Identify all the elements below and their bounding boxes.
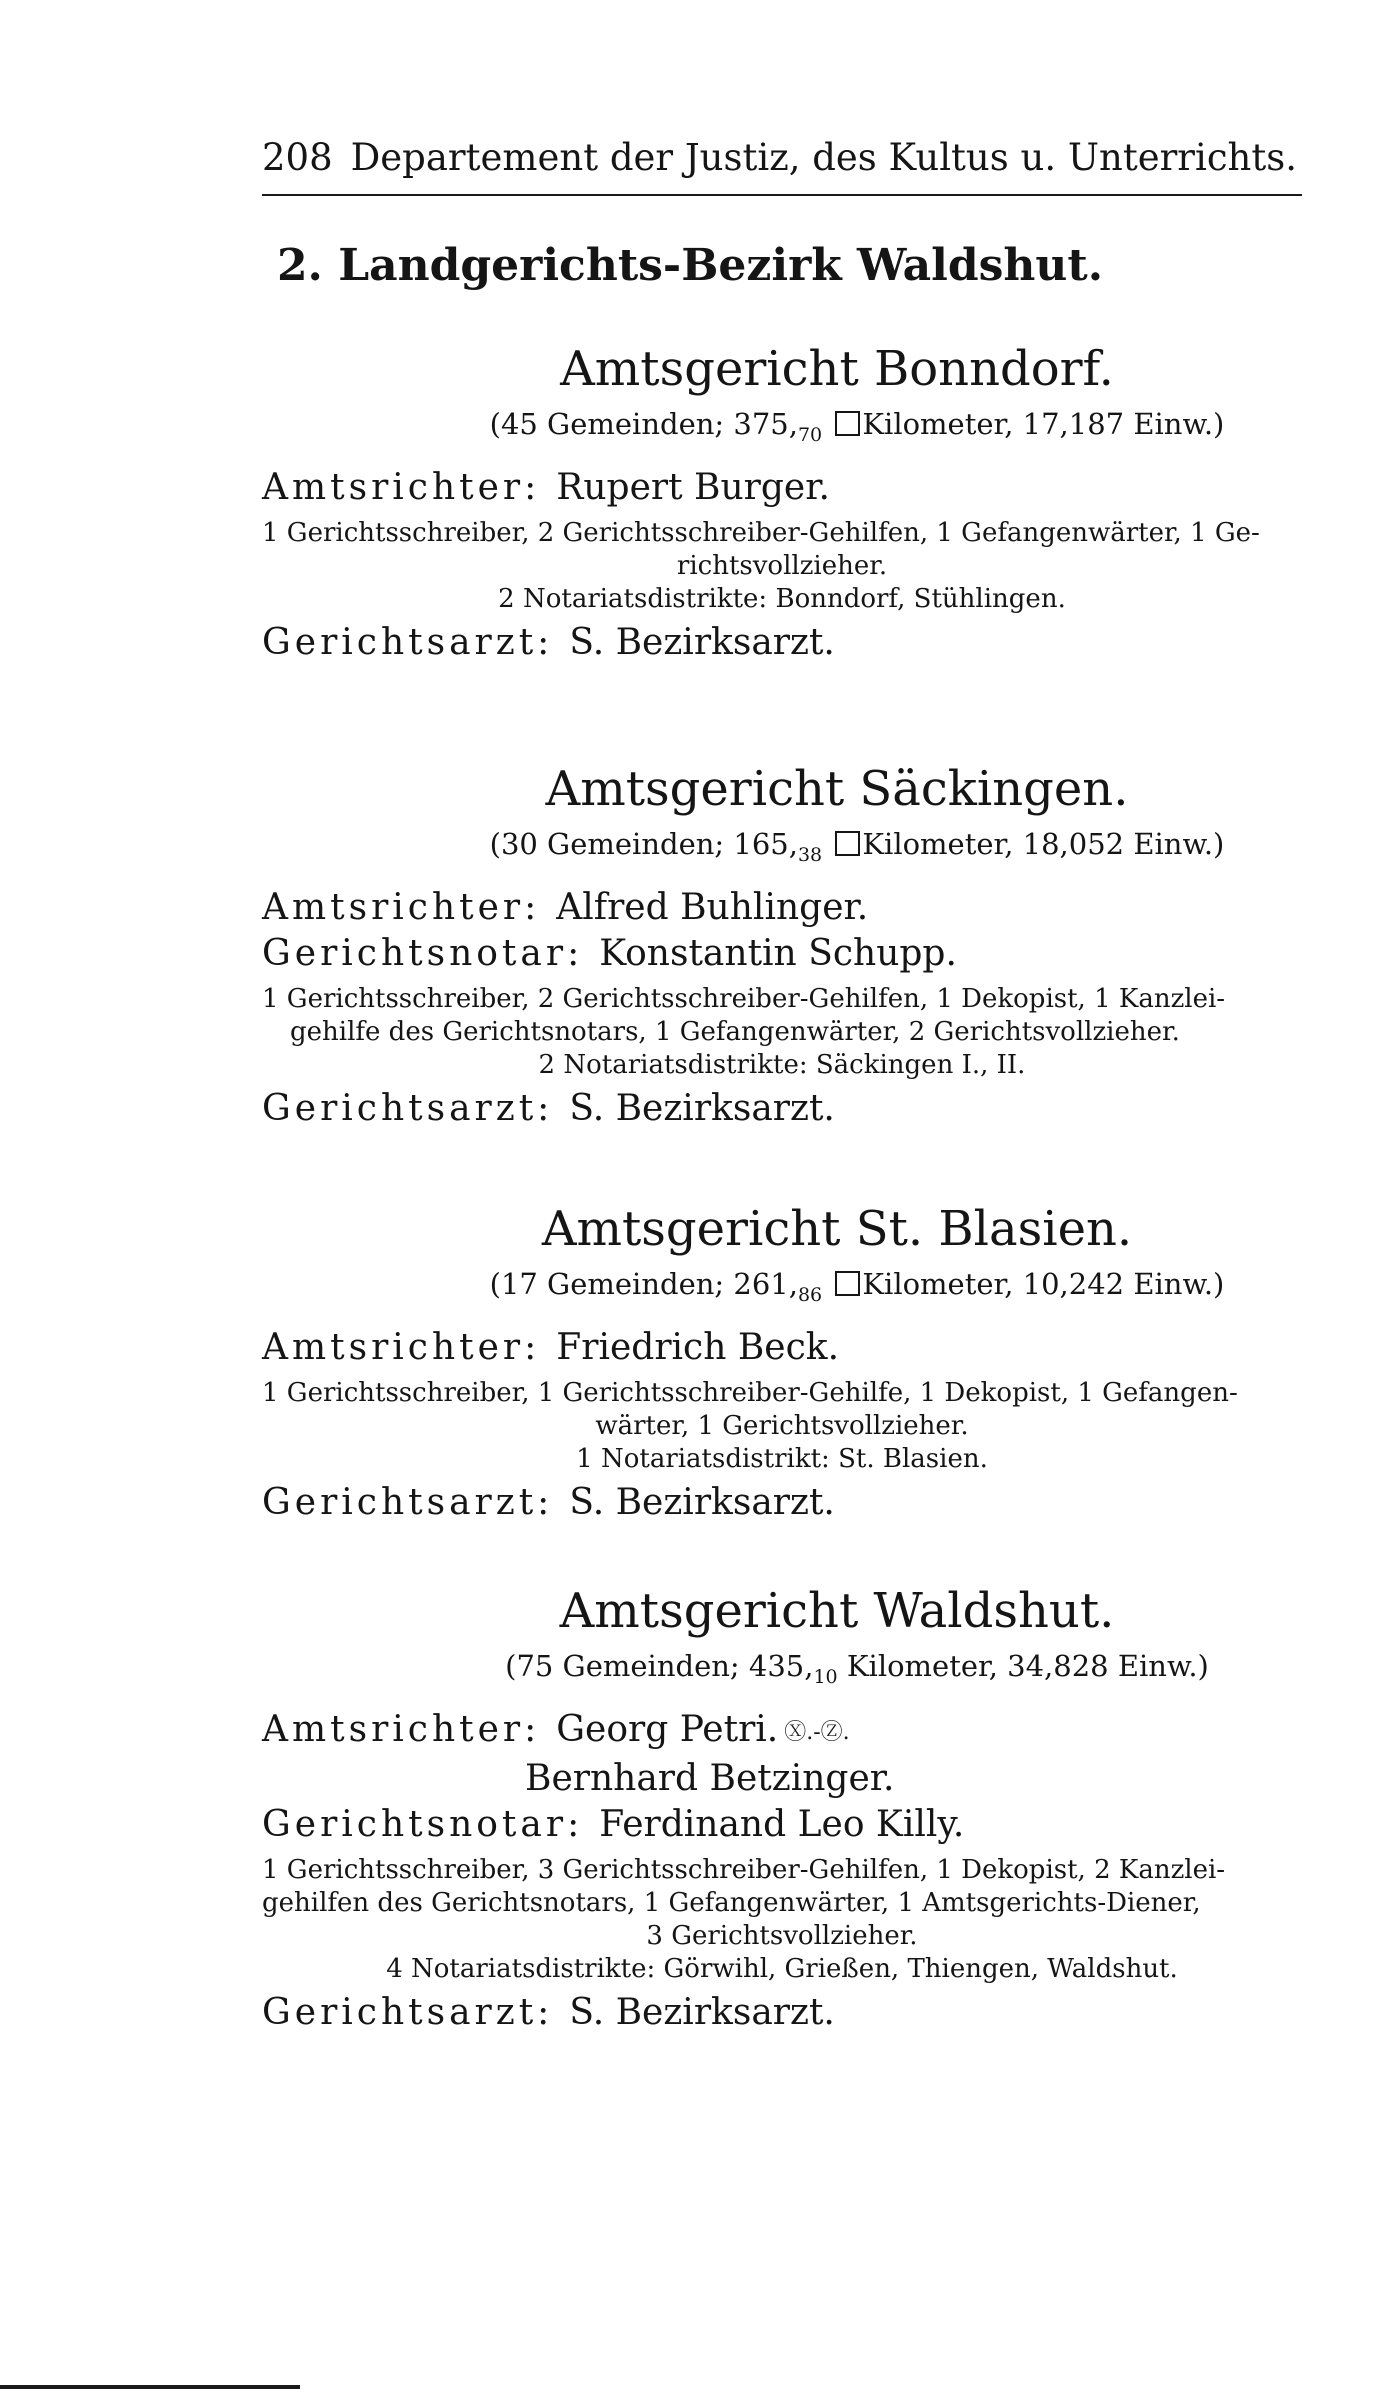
court-statistics: (75 Gemeinden; $435,_{10}$ Kilometer, 34,828 Einw.) xyxy=(505,1649,1209,1688)
second-judge-line: Bernhard Betzinger. xyxy=(525,1758,895,1799)
court-title: Amtsgericht Waldshut. xyxy=(559,1583,1115,1639)
page-edge-rule xyxy=(0,2385,300,2389)
staff-list: 1 Gerichtsschreiber, 3 Gerichtsschreiber-Gehilfen, 1 Dekopist, 2 Kanzlei- gehilfen des Gerichtsnotars, 1 Gefangenwärter, 1 Amtsgerichts-Diener, 3 Gerichtsvollzieher. xyxy=(262,1855,1226,1951)
notary-districts: 2 Notariatsdistrikte: Säckingen I., II. xyxy=(538,1050,1026,1080)
page-number: 208 xyxy=(262,136,333,179)
court-doctor-line: Gerichtsarzt: S. Bezirksarzt. xyxy=(262,622,835,663)
judge-line: Amtsrichter: Alfred Buhlinger. xyxy=(262,887,869,928)
staff-list: 1 Gerichtsschreiber, 1 Gerichtsschreiber-Gehilfe, 1 Dekopist, 1 Gefangen- wärter, 1 Gerichtsvollzieher. xyxy=(262,1378,1238,1441)
staff-list: 1 Gerichtsschreiber, 2 Gerichtsschreiber-Gehilfen, 1 Gefangenwärter, 1 Ge- richtsvollzieher. xyxy=(262,518,1260,581)
district-title: 2. Landgerichts-Bezirk Waldshut. xyxy=(276,240,1104,291)
court-statistics: (17 Gemeinden; $261,_{86}$ Kilometer, 10,242 Einw.) xyxy=(489,1267,1225,1306)
running-head xyxy=(262,128,1302,188)
staff-list: 1 Gerichtsschreiber, 2 Gerichtsschreiber-Gehilfen, 1 Dekopist, 1 Kanzlei- gehilfe des Gerichtsnotars, 1 Gefangenwärter, 2 Gerichtsvollzieher. xyxy=(262,984,1226,1047)
square-symbol xyxy=(835,411,860,436)
court-notary-line: Gerichtsnotar: Ferdinand Leo Killy. xyxy=(262,1804,965,1845)
order-decoration-marks: Ⓧ.-Ⓩ. xyxy=(784,1720,850,1745)
notary-districts: 4 Notariatsdistrikte: Görwihl, Grießen, Thiengen, Waldshut. xyxy=(386,1954,1178,1984)
court-title: Amtsgericht Säckingen. xyxy=(545,761,1129,817)
official-name: Rupert Burger. xyxy=(556,467,830,508)
court-doctor-line: Gerichtsarzt: S. Bezirksarzt. xyxy=(262,1992,835,2033)
judge-line xyxy=(262,465,1302,511)
court-section-st-blasien xyxy=(262,1198,1302,1526)
court-section-waldshut xyxy=(262,1580,1302,2036)
court-section-bonndorf xyxy=(262,338,1302,666)
court-title: Amtsgericht St. Blasien. xyxy=(541,1201,1133,1257)
running-title: Departement der Justiz, des Kultus u. Unterrichts. xyxy=(350,136,1297,179)
notary-districts: 2 Notariatsdistrikte: Bonndorf, Stühlingen. xyxy=(498,584,1066,614)
court-statistics: (30 Gemeinden; $165,_{38}$ Kilometer, 18,052 Einw.) xyxy=(489,827,1225,866)
court-notary-line: Gerichtsnotar: Konstantin Schupp. xyxy=(262,933,957,974)
court-title: Amtsgericht Bonndorf. xyxy=(560,341,1114,397)
court-statistics: (45 Gemeinden; $375,_{70}$ Kilometer, 17,187 Einw.) xyxy=(489,407,1225,446)
court-doctor-line: Gerichtsarzt: S. Bezirksarzt. xyxy=(262,1088,835,1129)
square-symbol xyxy=(835,1271,860,1296)
judge-line: Amtsrichter: Friedrich Beck. xyxy=(262,1327,840,1368)
court-doctor-line: Gerichtsarzt: S. Bezirksarzt. xyxy=(262,1482,835,1523)
notary-districts: 1 Notariatsdistrikt: St. Blasien. xyxy=(576,1444,988,1474)
judge-line: Amtsrichter: Georg Petri. Ⓧ.-Ⓩ. xyxy=(262,1709,850,1750)
square-symbol xyxy=(835,831,860,856)
office-label: Amtsrichter: xyxy=(262,467,541,508)
court-section-saeckingen xyxy=(262,758,1302,1132)
header-rule xyxy=(262,194,1302,196)
